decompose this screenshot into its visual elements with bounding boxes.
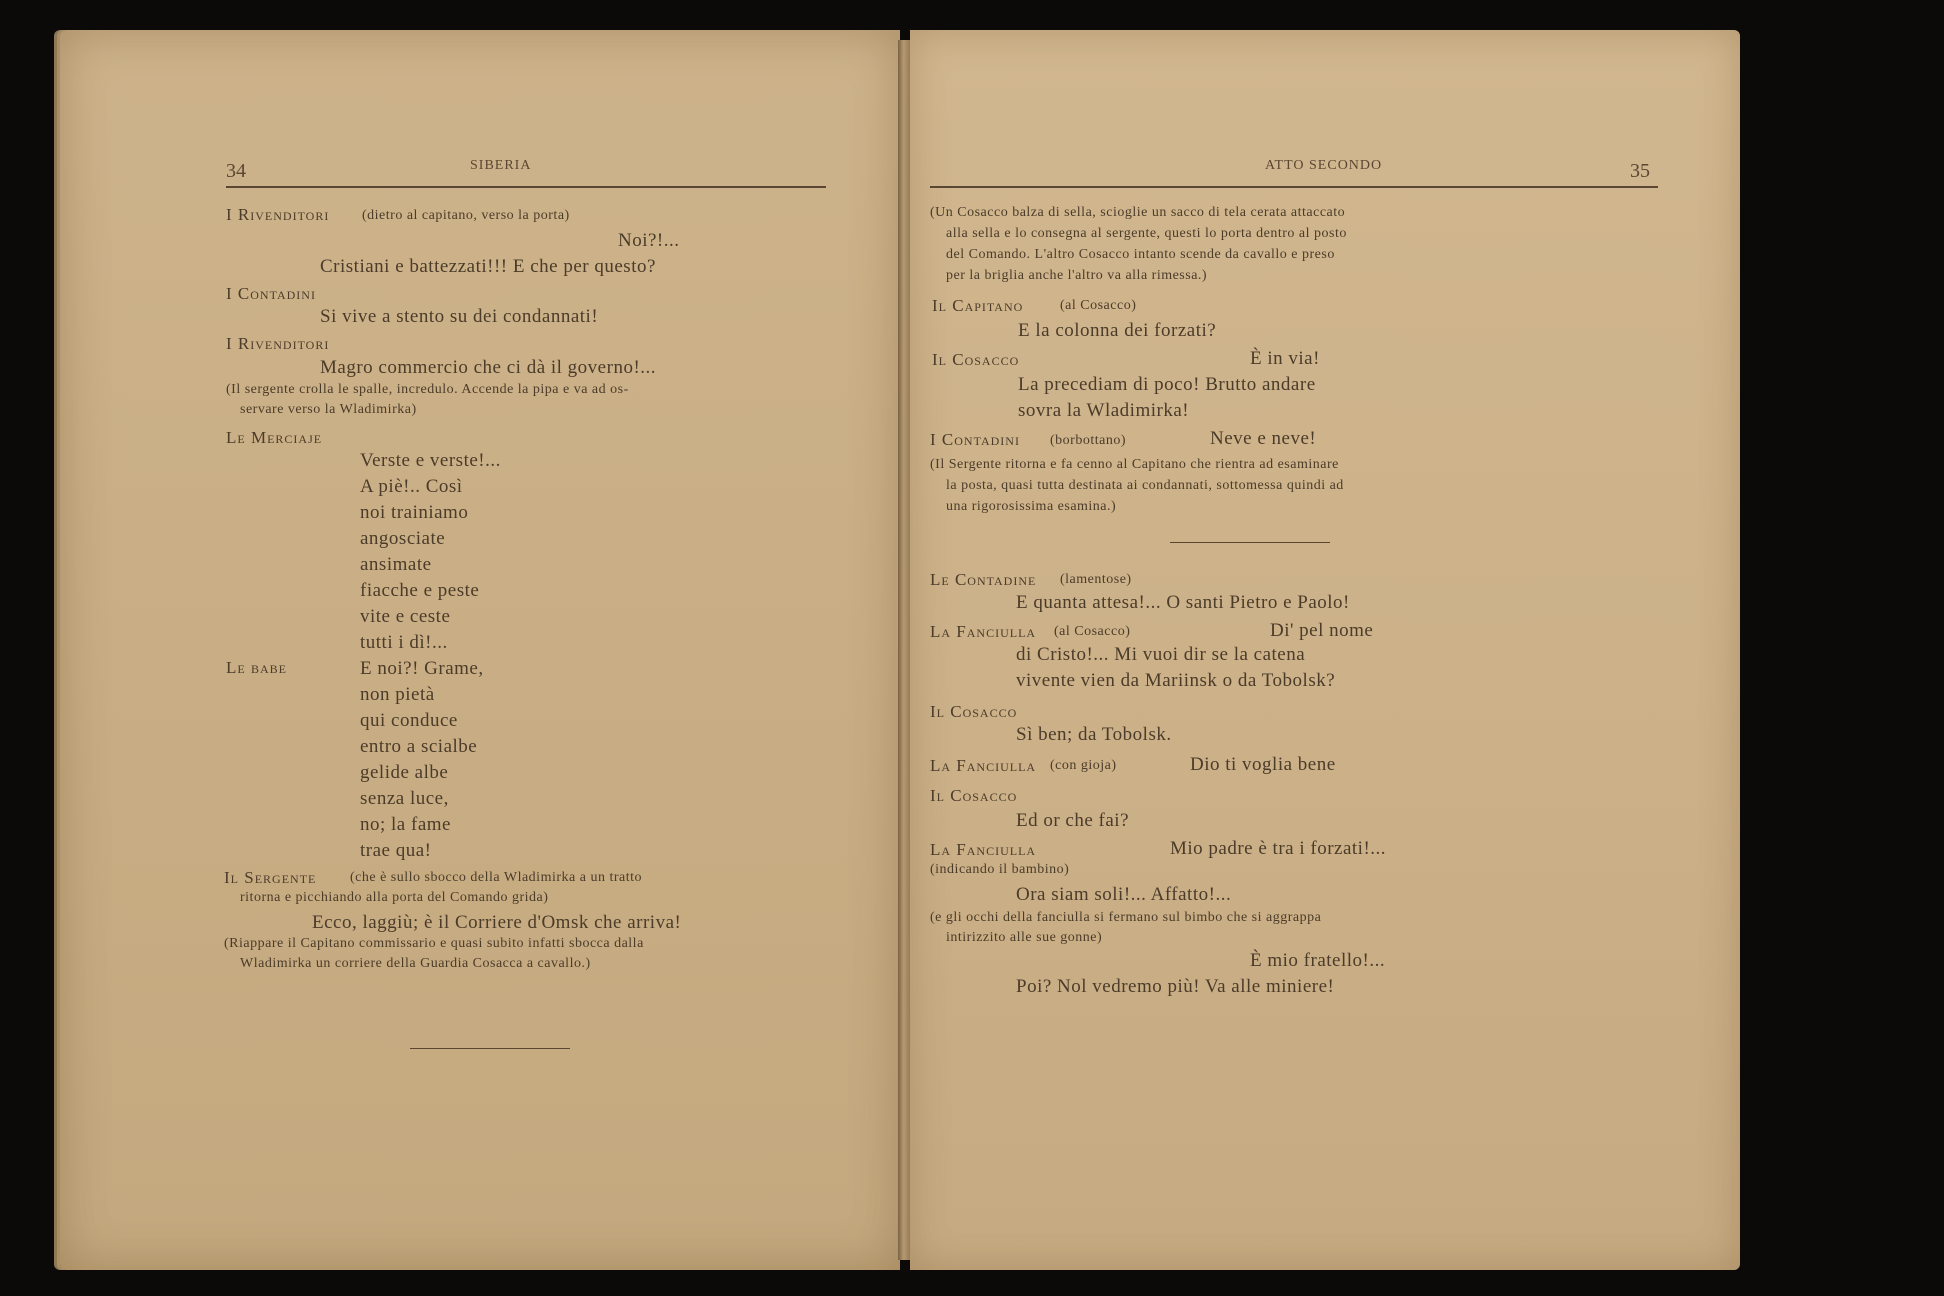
verse-line: È mio fratello!... [1250, 950, 1386, 971]
verse-line: E la colonna dei forzati? [1018, 320, 1217, 341]
stage-direction: (al Cosacco) [1054, 624, 1131, 639]
speaker-name: Il Cosacco [932, 350, 1020, 369]
stage-direction: ritorna e picchiando alla porta del Comando grida) [240, 890, 549, 905]
speaker-name: Il Cosacco [930, 702, 1018, 721]
verse-line: no; la fame [360, 814, 451, 835]
verse-line: È in via! [1250, 348, 1320, 369]
stage-direction: (lamentose) [1060, 572, 1132, 587]
verse-line: E noi?! Grame, [360, 658, 484, 679]
stage-direction: (al Cosacco) [1060, 298, 1137, 313]
stage-direction: Wladimirka un corriere della Guardia Cosacca a cavallo.) [240, 956, 591, 971]
speaker-name: Il Sergente [224, 868, 317, 887]
verse-line: angosciate [360, 528, 446, 549]
verse-line: Verste e verste!... [360, 450, 501, 471]
section-divider-right [1170, 542, 1330, 543]
stage-direction: alla sella e lo consegna al sergente, questi lo porta dentro al posto [946, 226, 1347, 241]
speaker-name: I Rivenditori [226, 205, 330, 224]
verse-line: Magro commercio che ci dà il governo!... [320, 357, 657, 378]
header-rule-left [226, 186, 826, 188]
verse-line: sovra la Wladimirka! [1018, 400, 1190, 421]
stage-direction: (indicando il bambino) [930, 862, 1070, 877]
stage-direction: intirizzito alle sue gonne) [946, 930, 1103, 945]
verse-line: qui conduce [360, 710, 458, 731]
verse-line: Mio padre è tra i forzati!... [1170, 838, 1387, 859]
verse-line: vivente vien da Mariinsk o da Tobolsk? [1016, 670, 1336, 691]
stage-direction: (Un Cosacco balza di sella, scioglie un sacco di tela cerata attaccato [930, 205, 1346, 220]
verse-line: La precediam di poco! Brutto andare [1018, 374, 1316, 395]
stage-direction: per la briglia anche l'altro va alla rimessa.) [946, 268, 1208, 283]
verse-line: Neve e neve! [1210, 428, 1317, 449]
verse-line: A piè!.. Così [360, 476, 463, 497]
verse-line: noi trainiamo [360, 502, 469, 523]
stage-direction: una rigorosissima esamina.) [946, 499, 1117, 514]
stage-direction: (con gioja) [1050, 758, 1117, 773]
speaker-name: Le Merciaje [226, 428, 323, 447]
verse-line: Ed or che fai? [1016, 810, 1130, 831]
verse-line: fiacche e peste [360, 580, 480, 601]
section-divider-left [410, 1048, 570, 1049]
stage-direction: (che è sullo sbocco della Wladimirka a un tratto [350, 870, 642, 885]
stage-direction: la posta, quasi tutta destinata ai condannati, sottomessa quindi ad [946, 478, 1344, 493]
verse-line: Dio ti voglia bene [1190, 754, 1336, 775]
header-rule-right [930, 186, 1658, 188]
verse-line: Di' pel nome [1270, 620, 1374, 641]
verse-line: Poi? Nol vedremo più! Va alle miniere! [1016, 976, 1335, 997]
verse-line: Noi?!... [618, 230, 680, 251]
speaker-name: La Fanciulla [930, 756, 1037, 775]
page-number-left: 34 [226, 160, 246, 182]
running-head-right: ATTO SECONDO [1265, 158, 1383, 173]
speaker-name: Le babe [226, 658, 287, 677]
page-number-right: 35 [1630, 160, 1650, 182]
speaker-name: I Rivenditori [226, 334, 330, 353]
verse-line: E quanta attesa!... O santi Pietro e Paolo! [1016, 592, 1350, 613]
speaker-name: Le Contadine [930, 570, 1037, 589]
verse-line: tutti i dì!... [360, 632, 448, 653]
verse-line: Si vive a stento su dei condannati! [320, 306, 599, 327]
verse-line: Cristiani e battezzati!!! E che per questo? [320, 256, 656, 277]
stage-direction: (borbottano) [1050, 433, 1126, 448]
speaker-name: I Contadini [930, 430, 1020, 449]
open-book [60, 30, 1740, 1270]
speaker-name: Il Capitano [932, 296, 1024, 315]
stage-direction: del Comando. L'altro Cosacco intanto scende da cavallo e preso [946, 247, 1335, 262]
stage-direction: (Il Sergente ritorna e fa cenno al Capitano che rientra ad esaminare [930, 457, 1339, 472]
stage-direction: servare verso la Wladimirka) [240, 402, 417, 417]
stage-direction: (Il sergente crolla le spalle, incredulo. Accende la pipa e va ad os- [226, 382, 629, 397]
stage-direction: (Riappare il Capitano commissario e quasi subito infatti sbocca dalla [224, 936, 644, 951]
right-page [910, 30, 1740, 1270]
speaker-name: Il Cosacco [930, 786, 1018, 805]
speaker-name: La Fanciulla [930, 840, 1037, 859]
verse-line: non pietà [360, 684, 435, 705]
speaker-name: I Contadini [226, 284, 316, 303]
verse-line: trae qua! [360, 840, 432, 861]
verse-line: gelide albe [360, 762, 449, 783]
verse-line: vite e ceste [360, 606, 451, 627]
verse-line: senza luce, [360, 788, 449, 809]
verse-line: di Cristo!... Mi vuoi dir se la catena [1016, 644, 1306, 665]
running-head-left: SIBERIA [470, 158, 532, 173]
verse-line: ansimate [360, 554, 432, 575]
left-page [60, 30, 900, 1270]
verse-line: Ora siam soli!... Affatto!... [1016, 884, 1232, 905]
stage-direction: (e gli occhi della fanciulla si fermano sul bimbo che si aggrappa [930, 910, 1322, 925]
verse-line: Sì ben; da Tobolsk. [1016, 724, 1172, 745]
verse-line: entro a scialbe [360, 736, 478, 757]
speaker-name: La Fanciulla [930, 622, 1037, 641]
stage-direction: (dietro al capitano, verso la porta) [362, 208, 570, 223]
verse-line: Ecco, laggiù; è il Corriere d'Omsk che arriva! [312, 912, 682, 933]
